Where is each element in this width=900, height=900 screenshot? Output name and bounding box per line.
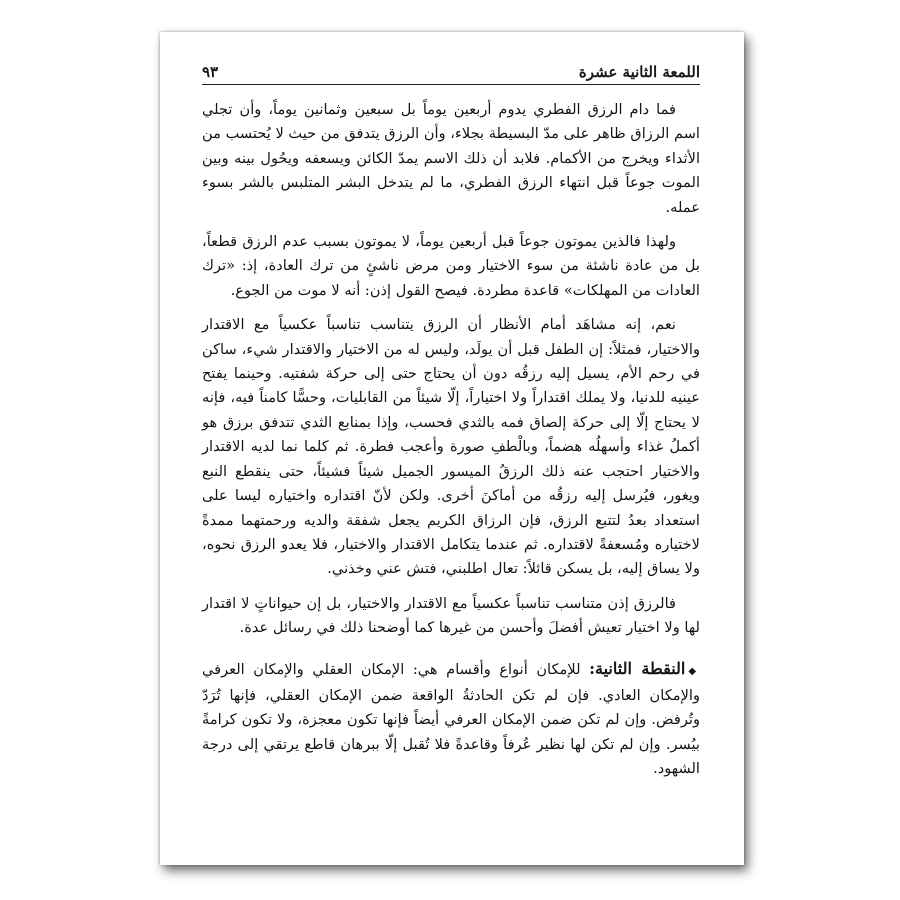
page-header	[202, 62, 700, 85]
paragraph: فما دام الرزق الفطري يدوم أربعين يوماً بل سبعين وثمانين يوماً، وأن تجلي اسم الرزاق ظاهر على مدّ البسيطة بجلاء، وأن الرزق يتدفق من حيث لا يُحتسب من الأثداء ويخرج من الأكمام. فلابد أن ذلك الاسم يمدّ الكائن ويسعفه ويحُول بينه وبين الموت جوعاً قبل انتهاء الرزق الفطري، ما لم يتدخل البشر المتلبس بالشر بسوء عمله.	[202, 101, 700, 216]
book-page	[160, 32, 744, 865]
point-text: للإمكان أنواع وأقسام هي: الإمكان العقلي والإمكان العرفي والإمكان العادي. فإن لم تكن الحادثةُ الواقعة ضمن الإمكان العقلي، فإنها تُرَدّ وتُرفض. وإن لم تكن ضمن الإمكان العرفي أيضاً فإنها تكون معجزة، ولا تكون كرامةً بيُسر. وإن لم تكن لها نظير عُرفاً وقاعدةً فلا تُقبل إلّا ببرهان قاطع يرتقي إلى درجة الشهود.	[202, 660, 700, 778]
second-point-paragraph	[202, 657, 700, 782]
page-body	[202, 98, 700, 792]
page-number: ٩٣	[202, 63, 219, 81]
running-title: اللمعة الثانية عشرة	[578, 63, 700, 81]
paragraph: نعم، إنه مشاهَد أمام الأنظار أن الرزق يتناسب تناسباً عكسياً مع الاقتدار والاختيار، فمثلاً: إن الطفل قبل أن يولَد، وليس له من الاختيار والاقتدار شيء، ساكن في رحم الأم، يسيل إليه رزقُه دون أن يحتاج حتى إلى حركة شفتيه. وحينما يفتح عينيه للدنيا، ولا يملك اقتداراً ولا اختياراً، إلّا شيئاً من القابليات، وحسًّا كامناً فيه، فإنه لا يحتاج إلّا إلى حركة إلصاق فمه بالثدي فحسب، وإذا بمنابع الثدي تتدفق برزق هو أكملُ غذاء وأسهلُه هضماً، وبالْطفِ صورة وأعجب فطرة. ثم كلما نما لديه الاقتدار والاختيار احتجب عنه ذلك الرزقُ الميسور الجميل شيئاً فشيئاً، حتى ينقطع النبع ويغور، فيُرسل إليه رزقُه من أماكنَ أخرى. ولكن لأنّ اقتداره واختياره ليسا على استعداد بعدُ لتتبع الرزق، فإن الرزاق الكريم يجعل شفقة والديه ورحمتهما ممدةً لاختياره ومُسعفةً لاقتداره. ثم عندما يتكامل الاقتدار والاختيار، فلا يعدو الرزق نحوه، ولا يساق إليه، بل يسكن قائلاً: تعال اطلبني، فتش عني وخذني.	[202, 316, 700, 578]
diamond-bullet-icon: ◆	[688, 665, 700, 677]
point-title: النقطة الثانية:	[589, 658, 686, 678]
paragraph: ولهذا فالذين يموتون جوعاً قبل أربعين يوماً، لا يموتون بسبب عدم الرزق قطعاً، بل من عادة ناشئة من سوء الاختيار ومن مرض ناشئٍ من ترك العادة، إذ: «ترك العادات من المهلكات» قاعدة مطردة. فيصح القول إذن: أنه لا موت من الجوع.	[202, 233, 700, 299]
paragraph: فالرزق إذن متناسب تناسباً عكسياً مع الاقتدار والاختيار، بل إن حيواناتٍ لا اقتدار لها ولا اختيار تعيش أفضلَ وأحسن من غيرها كما أوضحنا ذلك في رسائل عدة.	[202, 594, 700, 637]
